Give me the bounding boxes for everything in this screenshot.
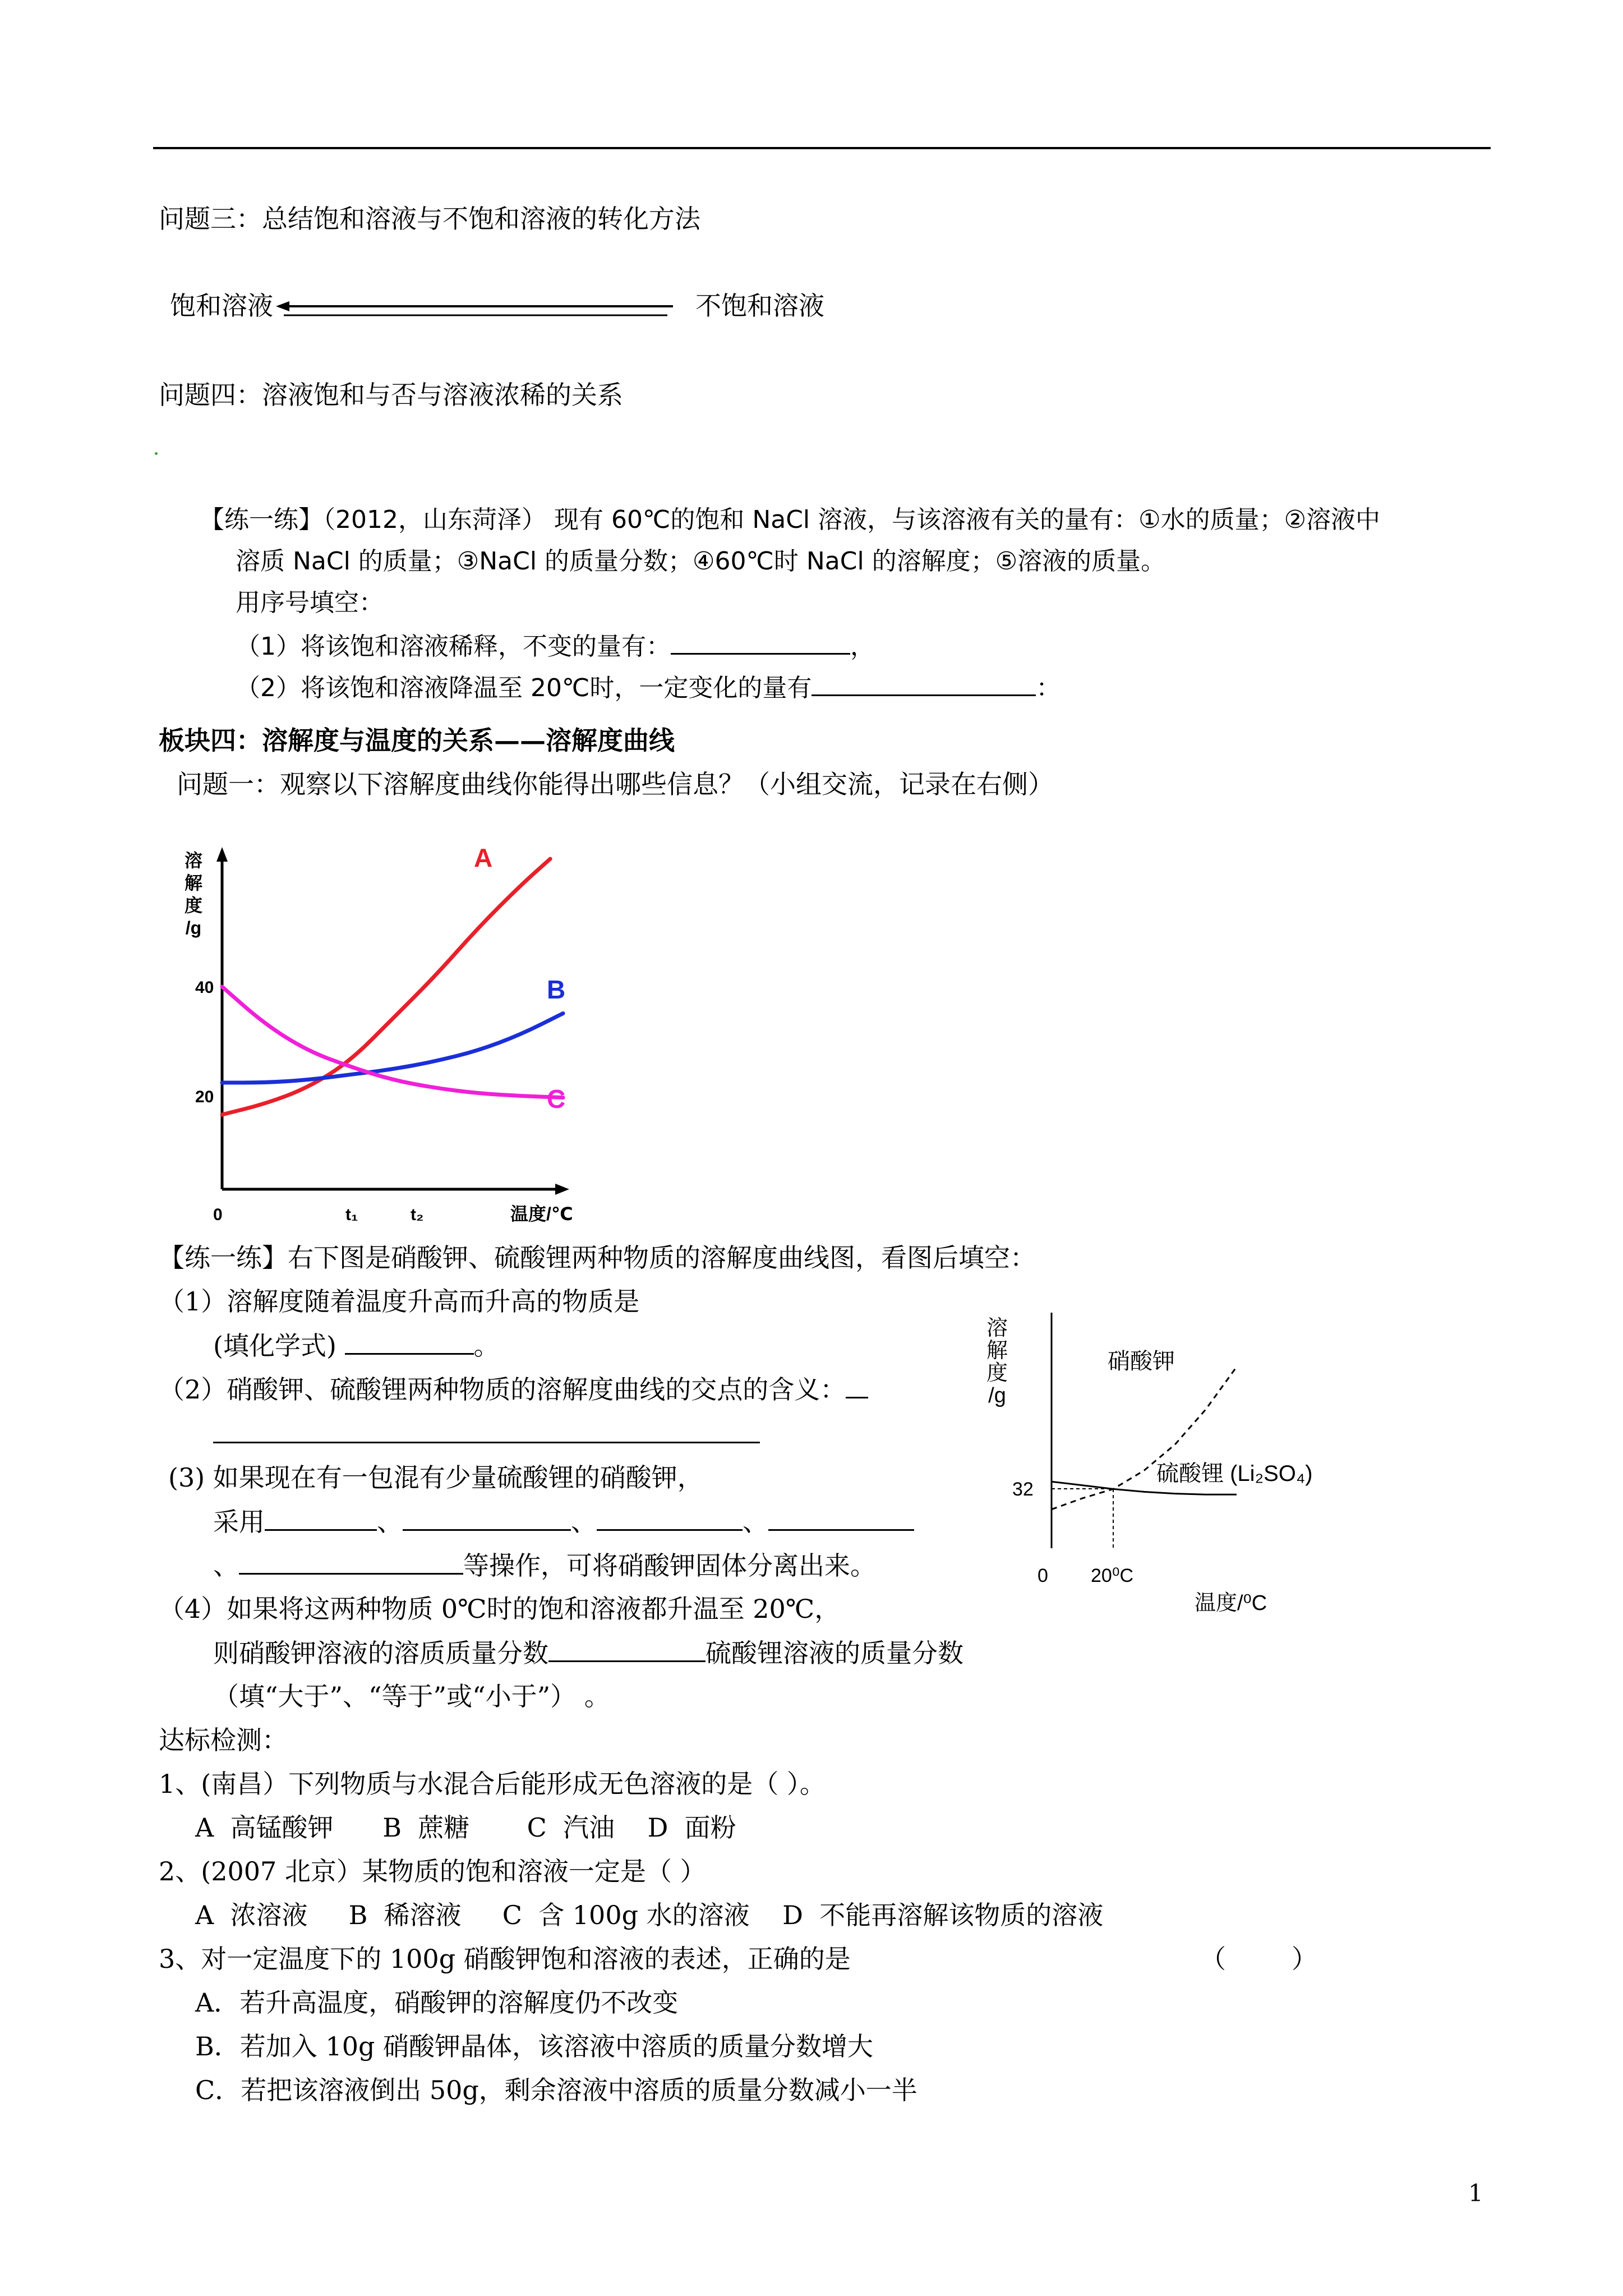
answer-blank-step-4[interactable] bbox=[768, 1504, 914, 1531]
conversion-arrows bbox=[275, 296, 679, 319]
answer-blank-step-1[interactable] bbox=[265, 1504, 377, 1531]
chart2-label-kno3: 硝酸钾 bbox=[1108, 1349, 1175, 1374]
unsaturated-label: 不饱和溶液 bbox=[695, 291, 824, 321]
practice2-q4-hint: （填“大于”、“等于”或“小于”） 。 bbox=[213, 1681, 610, 1711]
practice1-line1: 【练一练】（2012，山东菏泽） 现有 60℃的饱和 NaCl 溶液，与该溶液有关的量有：①水的质量；②溶液中 bbox=[200, 505, 1381, 534]
separator: 、 bbox=[377, 1507, 403, 1537]
practice2-q3: (3) 如果现在有一包混有少量硫酸锂的硝酸钾， bbox=[168, 1462, 703, 1493]
chart1-ylabel-3: 度 bbox=[184, 895, 203, 915]
test-q1-options: A 高锰酸钾 B 蔗糖 C 汽油 D 面粉 bbox=[195, 1812, 736, 1843]
practice1-item1 bbox=[236, 628, 875, 663]
chart1-xtick-t1: t₁ bbox=[345, 1205, 358, 1224]
chart1-ytick-20: 20 bbox=[195, 1088, 214, 1106]
answer-blank-1[interactable] bbox=[671, 628, 850, 655]
series-label-b: B bbox=[547, 975, 566, 1004]
series-curve-kno3 bbox=[1052, 1367, 1237, 1510]
solubility-chart-kno3-li2so4 bbox=[981, 1301, 1385, 1649]
test-q2: 2、(2007 北京）某物质的饱和溶液一定是（ ） bbox=[159, 1856, 706, 1887]
test-q3-c: C．若把该溶液倒出 50g，剩余溶液中溶质的质量分数减小一半 bbox=[195, 2075, 917, 2105]
chart2-ylabel-2: 解 bbox=[986, 1339, 1008, 1363]
practice2-q4: （4）如果将这两种物质 0℃时的饱和溶液都升温至 20℃， bbox=[159, 1594, 841, 1624]
practice2-intro: 【练一练】右下图是硝酸钾、硫酸锂两种物质的溶解度曲线图，看图后填空： bbox=[159, 1243, 1036, 1273]
practice1-item1-text: （1）将该饱和溶液稀释，不变的量有： bbox=[236, 632, 671, 661]
chart2-ylabel-1: 溶 bbox=[986, 1317, 1008, 1340]
header-rule bbox=[153, 147, 1491, 149]
chart1-ylabel-1: 溶 bbox=[184, 850, 203, 871]
answer-blank-formula[interactable] bbox=[345, 1328, 474, 1355]
practice2-q4-text: 则硝酸钾溶液的溶质质量分数 bbox=[213, 1638, 548, 1668]
practice2-q3-methods bbox=[213, 1504, 914, 1539]
practice2-q4-compare bbox=[213, 1636, 963, 1670]
test-q3-b: B．若加入 10g 硝酸钾晶体，该溶液中溶质的质量分数增大 bbox=[195, 2031, 874, 2062]
chart2-xtick-20: 20⁰C bbox=[1091, 1565, 1134, 1586]
solubility-chart-abc bbox=[168, 830, 617, 1234]
practice2-q3-end bbox=[213, 1548, 876, 1582]
chart1-xlabel: 温度/℃ bbox=[510, 1204, 573, 1224]
chart2-label-li2so4: 硫酸锂 (Li₂SO₄) bbox=[1156, 1461, 1313, 1486]
practice1-item2-text: （2）将该饱和溶液降温至 20℃时，一定变化的量有 bbox=[236, 674, 812, 702]
chart1-xtick-0: 0 bbox=[213, 1205, 223, 1224]
test-q3-paren: （ ） bbox=[1200, 1944, 1317, 1974]
saturated-label: 饱和溶液 bbox=[170, 291, 273, 321]
answer-blank-2[interactable] bbox=[811, 670, 1036, 696]
chart1-ylabel-4: /g bbox=[185, 918, 202, 938]
page-number: 1 bbox=[1468, 2179, 1483, 2207]
answer-blank-intersect-b[interactable] bbox=[213, 1417, 760, 1443]
chart2-xtick-0: 0 bbox=[1038, 1565, 1048, 1586]
question-four: 问题四：溶液饱和与否与溶液浓稀的关系 bbox=[159, 380, 623, 410]
practice2-q1-end: 。 bbox=[473, 1331, 500, 1361]
practice1-item2 bbox=[236, 670, 1061, 705]
practice2-q2 bbox=[159, 1372, 868, 1406]
chart1-ytick-40: 40 bbox=[195, 978, 214, 997]
series-curve-b bbox=[222, 1014, 563, 1083]
test-q3-a: A．若升高温度，硝酸钾的溶解度仍不改变 bbox=[195, 1987, 679, 2018]
separator: 、 bbox=[213, 1550, 239, 1581]
practice1-line3: 用序号填空： bbox=[236, 588, 384, 617]
chart2-ytick-32: 32 bbox=[1012, 1479, 1034, 1500]
test-q3: 3、对一定温度下的 100g 硝酸钾饱和溶液的表述，正确的是 bbox=[159, 1944, 851, 1974]
dot-mark bbox=[155, 452, 158, 455]
answer-blank-compare[interactable] bbox=[548, 1636, 706, 1662]
answer-blank-step-2[interactable] bbox=[403, 1504, 571, 1531]
chart1-ylabel-2: 解 bbox=[184, 873, 203, 893]
answer-blank-step-3[interactable] bbox=[597, 1504, 743, 1531]
chart2-xlabel: 温度/⁰C bbox=[1195, 1591, 1267, 1615]
practice2-q3-result: 等操作，可将硝酸钾固体分离出来。 bbox=[463, 1550, 876, 1581]
chart2-ylabel-4: /g bbox=[988, 1384, 1006, 1407]
test-q2-options: A 浓溶液 B 稀溶液 C 含 100g 水的溶液 D 不能再溶解该物质的溶液 bbox=[195, 1900, 1104, 1930]
test-title: 达标检测： bbox=[159, 1725, 288, 1755]
practice1-item2-end: ： bbox=[1036, 674, 1061, 702]
practice2-q1: （1）溶解度随着温度升高而升高的物质是 bbox=[159, 1286, 640, 1317]
separator: 、 bbox=[571, 1507, 597, 1537]
test-q1: 1、(南昌）下列物质与水混合后能形成无色溶液的是（ ）。 bbox=[159, 1769, 826, 1799]
answer-blank-step-5[interactable] bbox=[239, 1548, 463, 1575]
section4-question1: 问题一：观察以下溶解度曲线你能得出哪些信息？（小组交流，记录在右侧） bbox=[177, 769, 1054, 799]
practice2-q1-sub bbox=[213, 1328, 500, 1363]
answer-blank-intersect-a[interactable] bbox=[846, 1372, 868, 1398]
practice1-item1-end: ， bbox=[850, 632, 875, 661]
series-label-a: A bbox=[474, 843, 493, 872]
chart1-xtick-t2: t₂ bbox=[411, 1205, 424, 1224]
practice2-q2-text: （2）硝酸钾、硫酸锂两种物质的溶解度曲线的交点的含义： bbox=[159, 1374, 846, 1405]
separator: 、 bbox=[743, 1507, 768, 1537]
practice1-line2: 溶质 NaCl 的质量；③NaCl 的质量分数；④60℃时 NaCl 的溶解度；⑤溶液的质量。 bbox=[236, 547, 1166, 576]
practice2-q4-text2: 硫酸锂溶液的质量分数 bbox=[706, 1638, 963, 1668]
practice2-q1-hint: (填化学式) bbox=[213, 1331, 336, 1361]
question-three: 问题三：总结饱和溶液与不饱和溶液的转化方法 bbox=[159, 204, 700, 234]
chart2-ylabel-3: 度 bbox=[986, 1361, 1008, 1385]
series-label-c: C bbox=[547, 1084, 566, 1114]
section4-title: 板块四：溶解度与温度的关系——溶解度曲线 bbox=[159, 725, 675, 756]
practice2-q3-use: 采用 bbox=[213, 1507, 265, 1537]
